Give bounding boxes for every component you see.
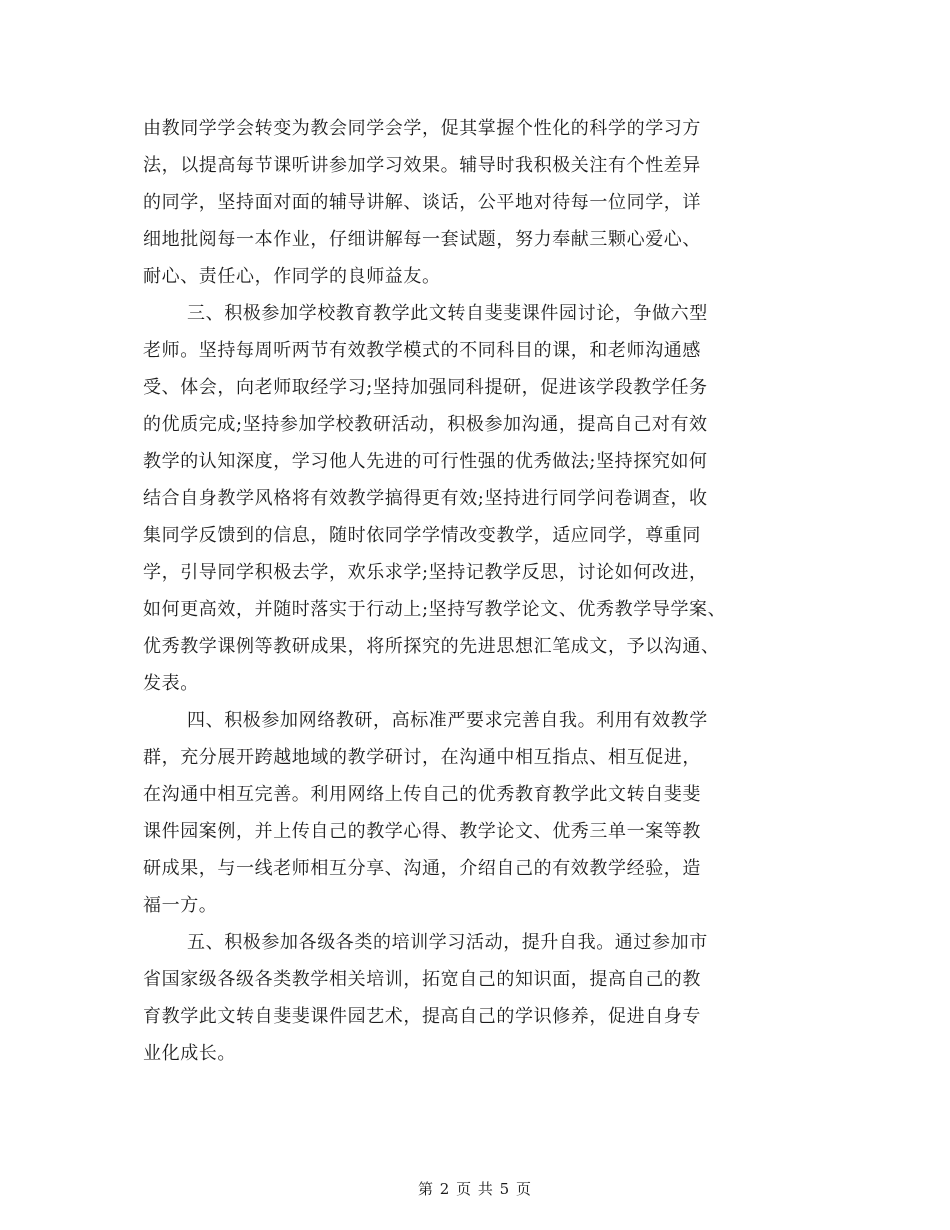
text-line: 育教学此文转自斐斐课件园艺术，提高自己的学识修养，促进自身专 bbox=[143, 1006, 701, 1027]
text-line: 细地批阅每一本作业，仔细讲解每一套试题，努力奉献三颗心爱心、 bbox=[143, 229, 701, 250]
text-line: 由教同学学会转变为教会同学会学，促其掌握个性化的科学的学习方 bbox=[143, 118, 701, 139]
text-line: 的优质完成;坚持参加学校教研活动，积极参加沟通，提高自己对有效 bbox=[143, 414, 708, 435]
text-line: 学，引导同学积极去学，欢乐求学;坚持记教学反思，讨论如何改进， bbox=[143, 562, 708, 583]
text-line: 受、体会，向老师取经学习;坚持加强同科提研，促进该学段教学任务 bbox=[143, 377, 708, 398]
text-line: 在沟通中相互完善。利用网络上传自己的优秀教育教学此文转自斐斐 bbox=[143, 784, 701, 805]
text-line: 集同学反馈到的信息，随时依同学学情改变教学，适应同学，尊重同 bbox=[143, 525, 701, 546]
text-line: 老师。坚持每周听两节有效教学模式的不同科目的课，和老师沟通感 bbox=[143, 340, 701, 361]
text-line: 耐心、责任心，作同学的良师益友。 bbox=[143, 266, 441, 287]
text-line: 业化成长。 bbox=[143, 1043, 236, 1064]
text-line: 研成果，与一线老师相互分享、沟通，介绍自己的有效教学经验，造 bbox=[143, 858, 701, 879]
text-line: 如何更高效，并随时落实于行动上;坚持写教学论文、优秀教学导学案、 bbox=[143, 599, 727, 620]
text-line: 的同学，坚持面对面的辅导讲解、谈话，公平地对待每一位同学，详 bbox=[143, 192, 701, 213]
text-line: 结合自身教学风格将有效教学搞得更有效;坚持进行同学问卷调查，收 bbox=[143, 488, 708, 509]
text-line: 四、积极参加网络教研，高标准严要求完善自我。利用有效教学 bbox=[187, 710, 708, 731]
text-line: 三、积极参加学校教育教学此文转自斐斐课件园讨论，争做六型 bbox=[187, 303, 708, 324]
text-line: 发表。 bbox=[143, 673, 199, 694]
text-line: 课件园案例，并上传自己的教学心得、教学论文、优秀三单一案等教 bbox=[143, 821, 701, 842]
text-line: 五、积极参加各级各类的培训学习活动，提升自我。通过参加市 bbox=[187, 932, 708, 953]
text-line: 优秀教学课例等教研成果，将所探究的先进思想汇笔成文，予以沟通、 bbox=[143, 636, 720, 657]
text-line: 群，充分展开跨越地域的教学研讨，在沟通中相互指点、相互促进， bbox=[143, 747, 701, 768]
text-line: 省国家级各级各类教学相关培训，拓宽自己的知识面，提高自己的教 bbox=[143, 969, 701, 990]
text-line: 福一方。 bbox=[143, 895, 218, 916]
document-body bbox=[143, 110, 811, 1072]
text-line: 教学的认知深度，学习他人先进的可行性强的优秀做法;坚持探究如何 bbox=[143, 451, 708, 472]
page-footer: 第 2 页 共 5 页 bbox=[418, 1180, 532, 1198]
text-line: 法，以提高每节课听讲参加学习效果。辅导时我积极关注有个性差异 bbox=[143, 155, 701, 176]
